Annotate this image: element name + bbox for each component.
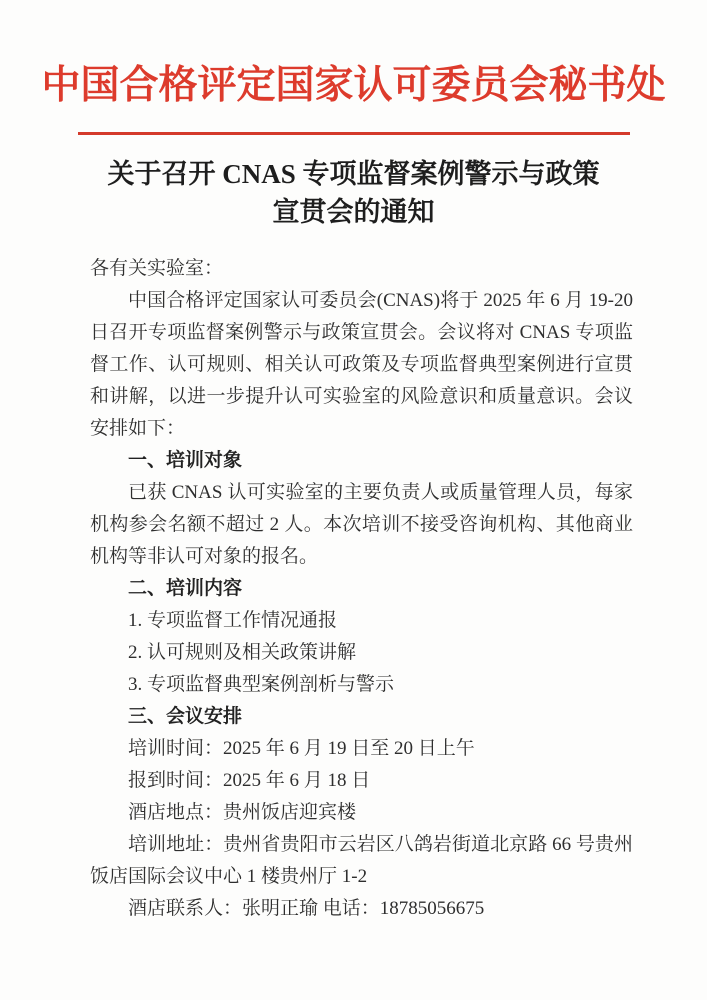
training-content-item-3: 3. 专项监督典型案例剖析与警示	[128, 674, 395, 695]
training-time: 培训时间：2025 年 6 月 19 日至 20 日上午	[128, 738, 475, 759]
training-address: 培训地址：贵州省贵阳市云岩区八鸽岩街道北京路 66 号贵州饭店国际会议中心 1 楼贵州厅 1-2	[90, 834, 633, 887]
letterhead-org-name: 中国合格评定国家认可委员会秘书处	[41, 64, 666, 107]
document-title-line2: 宣贯会的通知	[272, 197, 435, 227]
section1-text: 已获 CNAS 认可实验室的主要负责人或质量管理人员，每家机构参会名额不超过 2 人。本次培训不接受咨询机构、其他商业机构等非认可对象的报名。	[90, 482, 633, 567]
document-title	[0, 155, 707, 231]
training-content-item-1: 1. 专项监督工作情况通报	[128, 610, 338, 631]
hotel-location: 酒店地点：贵州饭店迎宾楼	[128, 802, 357, 823]
document-title-line1: 关于召开 CNAS 专项监督案例警示与政策	[107, 159, 600, 189]
section2-heading: 二、培训内容	[128, 578, 243, 599]
document-body	[0, 253, 707, 925]
checkin-time: 报到时间：2025 年 6 月 18 日	[128, 770, 371, 791]
training-content-item-2: 2. 认可规则及相关政策讲解	[128, 642, 357, 663]
salutation: 各有关实验室：	[90, 258, 224, 279]
section3-heading: 三、会议安排	[128, 706, 243, 727]
section1-heading: 一、培训对象	[128, 450, 243, 471]
intro-paragraph: 中国合格评定国家认可委员会(CNAS)将于 2025 年 6 月 19-20 日召开专项监督案例警示与政策宣贯会。会议将对 CNAS 专项监督工作、认可规则、相关认可政策及专项监督典型案例进行宣贯和讲解，以进一步提升认可实验室的风险意识和质量意识。会议安排如下：	[90, 290, 633, 439]
letterhead-divider	[78, 132, 630, 135]
hotel-contact: 酒店联系人：张明正瑜 电话：18785056675	[128, 898, 485, 919]
